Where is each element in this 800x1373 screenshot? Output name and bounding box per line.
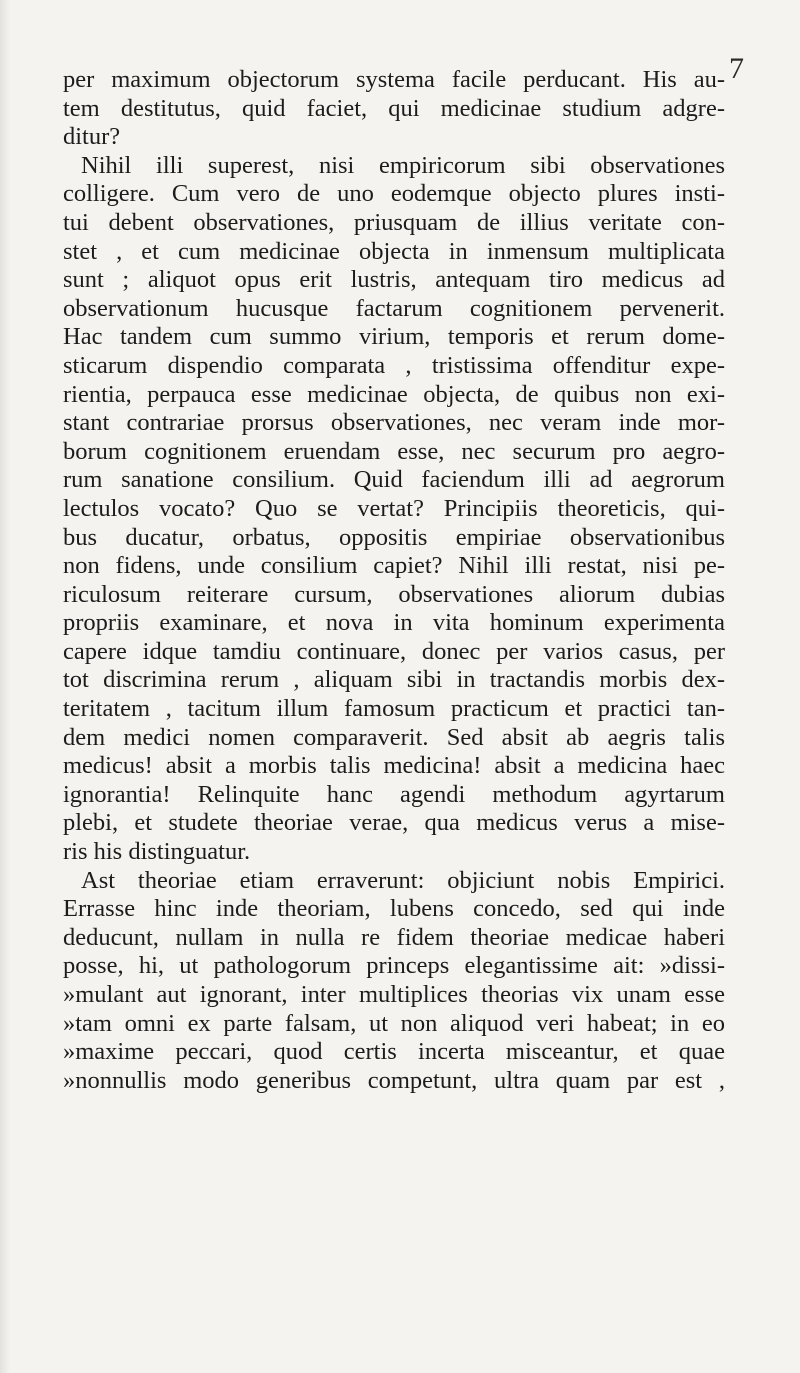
text-line: non fidens, unde consilium capiet? Nihil illi restat, nisi pe- — [63, 552, 725, 580]
text-line: propriis examinare, et nova in vita hominum experimenta — [63, 609, 725, 637]
text-line: sticarum dispendio comparata , tristissima offenditur expe- — [63, 351, 725, 379]
text-line: capere idque tamdiu continuare, donec per varios casus, per — [63, 637, 725, 665]
text-line: »tam omni ex parte falsam, ut non aliquod veri habeat; in eo — [63, 1009, 725, 1037]
text-line: Errasse hinc inde theoriam, lubens concedo, sed qui inde — [63, 895, 725, 923]
page-edge — [0, 0, 10, 1373]
body-text — [63, 66, 725, 1095]
text-line: ditur? — [63, 123, 121, 151]
text-line: »maxime peccari, quod certis incerta misceantur, et quae — [63, 1038, 725, 1066]
text-line: Nihil illi superest, nisi empiricorum sibi observationes — [81, 151, 725, 179]
text-line: Hac tandem cum summo virium, temporis et rerum dome- — [63, 323, 725, 351]
text-line: tot discrimina rerum , aliquam sibi in tractandis morbis dex- — [63, 666, 725, 694]
text-line: ignorantia! Relinquite hanc agendi methodum agyrtarum — [63, 780, 725, 808]
text-line: observationum hucusque factarum cognitionem pervenerit. — [63, 294, 725, 322]
text-line: »nonnullis modo generibus competunt, ultra quam par est , — [63, 1066, 725, 1094]
text-line: medicus! absit a morbis talis medicina! absit a medicina haec — [63, 752, 725, 780]
text-line: per maximum objectorum systema facile perducant. His au- — [63, 66, 725, 93]
text-line: tui debent observationes, priusquam de illius veritate con- — [63, 208, 725, 236]
text-line: sunt ; aliquot opus erit lustris, antequam tiro medicus ad — [63, 266, 725, 294]
text-line: stant contrariae prorsus observationes, nec veram inde mor- — [63, 409, 725, 437]
text-line: riculosum reiterare cursum, observationes aliorum dubias — [63, 580, 725, 608]
text-line: plebi, et studete theoriae verae, qua medicus verus a mise- — [63, 809, 725, 837]
text-line: lectulos vocato? Quo se vertat? Principiis theoreticis, qui- — [63, 494, 725, 522]
text-line: teritatem , tacitum illum famosum practicum et practici tan- — [63, 695, 725, 723]
text-line: stet , et cum medicinae objecta in inmensum multiplicata — [63, 237, 725, 265]
page-number: 7 — [729, 52, 744, 85]
text-line: rientia, perpauca esse medicinae objecta, de quibus non exi- — [63, 380, 725, 408]
text-line: Ast theoriae etiam erraverunt: objiciunt nobis Empirici. — [81, 866, 725, 894]
text-line: »mulant aut ignorant, inter multiplices theorias vix unam esse — [63, 981, 725, 1008]
text-line: ris his distinguatur. — [63, 838, 251, 866]
text-line: deducunt, nullam in nulla re fidem theoriae medicae haberi — [63, 923, 725, 951]
text-line: rum sanatione consilium. Quid faciendum illi ad aegrorum — [63, 466, 725, 494]
text-line: bus ducatur, orbatus, oppositis empiriae observationibus — [63, 523, 725, 551]
text-line: dem medici nomen comparaverit. Sed absit ab aegris talis — [63, 723, 725, 751]
text-line: borum cognitionem eruendam esse, nec securum pro aegro- — [63, 437, 725, 465]
text-line: colligere. Cum vero de uno eodemque objecto plures insti- — [63, 180, 725, 208]
text-line: tem destitutus, quid faciet, qui medicinae studium adgre- — [63, 94, 725, 122]
text-line: posse, hi, ut pathologorum princeps elegantissime ait: »dissi- — [63, 952, 725, 980]
